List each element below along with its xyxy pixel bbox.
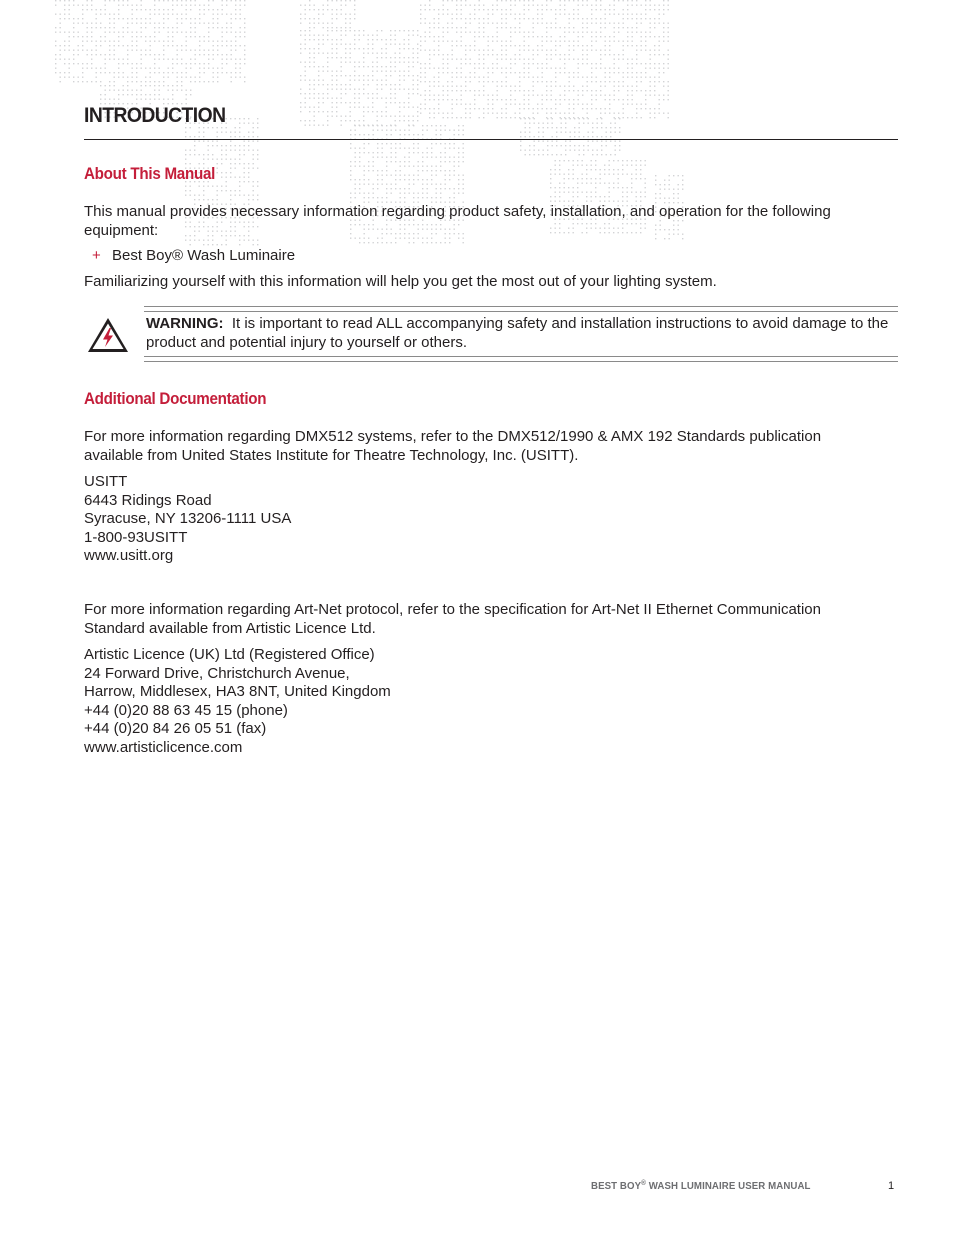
usitt-phone: 1-800-93USITT [84, 528, 188, 546]
page-title: INTRODUCTION [84, 104, 226, 127]
page-number: 1 [888, 1180, 895, 1192]
usitt-address-line: Syracuse, NY 13206-1111 USA [84, 510, 292, 528]
equipment-name: Best Boy® Wash Luminaire [112, 247, 296, 264]
artnet-paragraph: For more information regarding Art-Net protocol, refer to the specification for Art-Net II Ethernet Communication Standard available from Artistic Licence Ltd. [84, 601, 821, 637]
equipment-list-item [92, 246, 295, 265]
artistic-address-line: Harrow, Middlesex, HA3 8NT, United Kingdom [84, 683, 391, 701]
title-rule [84, 139, 898, 140]
heading-about-this-manual: About This Manual [84, 165, 216, 183]
artistic-address-line: Artistic Licence (UK) Ltd (Registered Office) [84, 646, 375, 663]
usitt-address-line: 6443 Ridings Road [84, 491, 212, 509]
dmx-paragraph: For more information regarding DMX512 systems, refer to the DMX512/1990 & AMX 192 Standards publication available from United States Institute for Theatre Technology, Inc. (USITT). [84, 428, 822, 464]
footer-manual-title: BEST BOY® WASH LUMINAIRE USER MANUAL [591, 1180, 811, 1192]
warning-bottom-rule [144, 356, 898, 362]
heading-additional-documentation: Additional Documentation [84, 390, 267, 408]
warning-top-rule [144, 306, 898, 312]
bullet-plus-icon: + [92, 247, 101, 264]
artistic-phone: +44 (0)20 88 63 45 15 (phone) [84, 701, 288, 719]
artistic-website: www.artisticlicence.com [84, 738, 243, 756]
artistic-address-line: 24 Forward Drive, Christchurch Avenue, [84, 664, 350, 682]
artistic-licence-address [84, 646, 391, 758]
usitt-address-line: USITT [84, 473, 128, 490]
warning-body: It is important to read ALL accompanying safety and installation instructions to avoid damage to the product and potential injury to yourself or others. [146, 315, 889, 351]
warning-label: WARNING: [146, 315, 224, 332]
warning-message [146, 314, 898, 352]
usitt-website: www.usitt.org [84, 547, 174, 565]
warning-triangle-icon [86, 316, 130, 354]
artistic-fax: +44 (0)20 84 26 05 51 (fax) [84, 720, 267, 738]
familiarize-paragraph: Familiarizing yourself with this information will help you get the most out of your lighting system. [84, 273, 717, 290]
usitt-address [84, 473, 291, 566]
about-paragraph: This manual provides necessary information regarding product safety, installation, and operation for the following equipment: [84, 203, 831, 239]
